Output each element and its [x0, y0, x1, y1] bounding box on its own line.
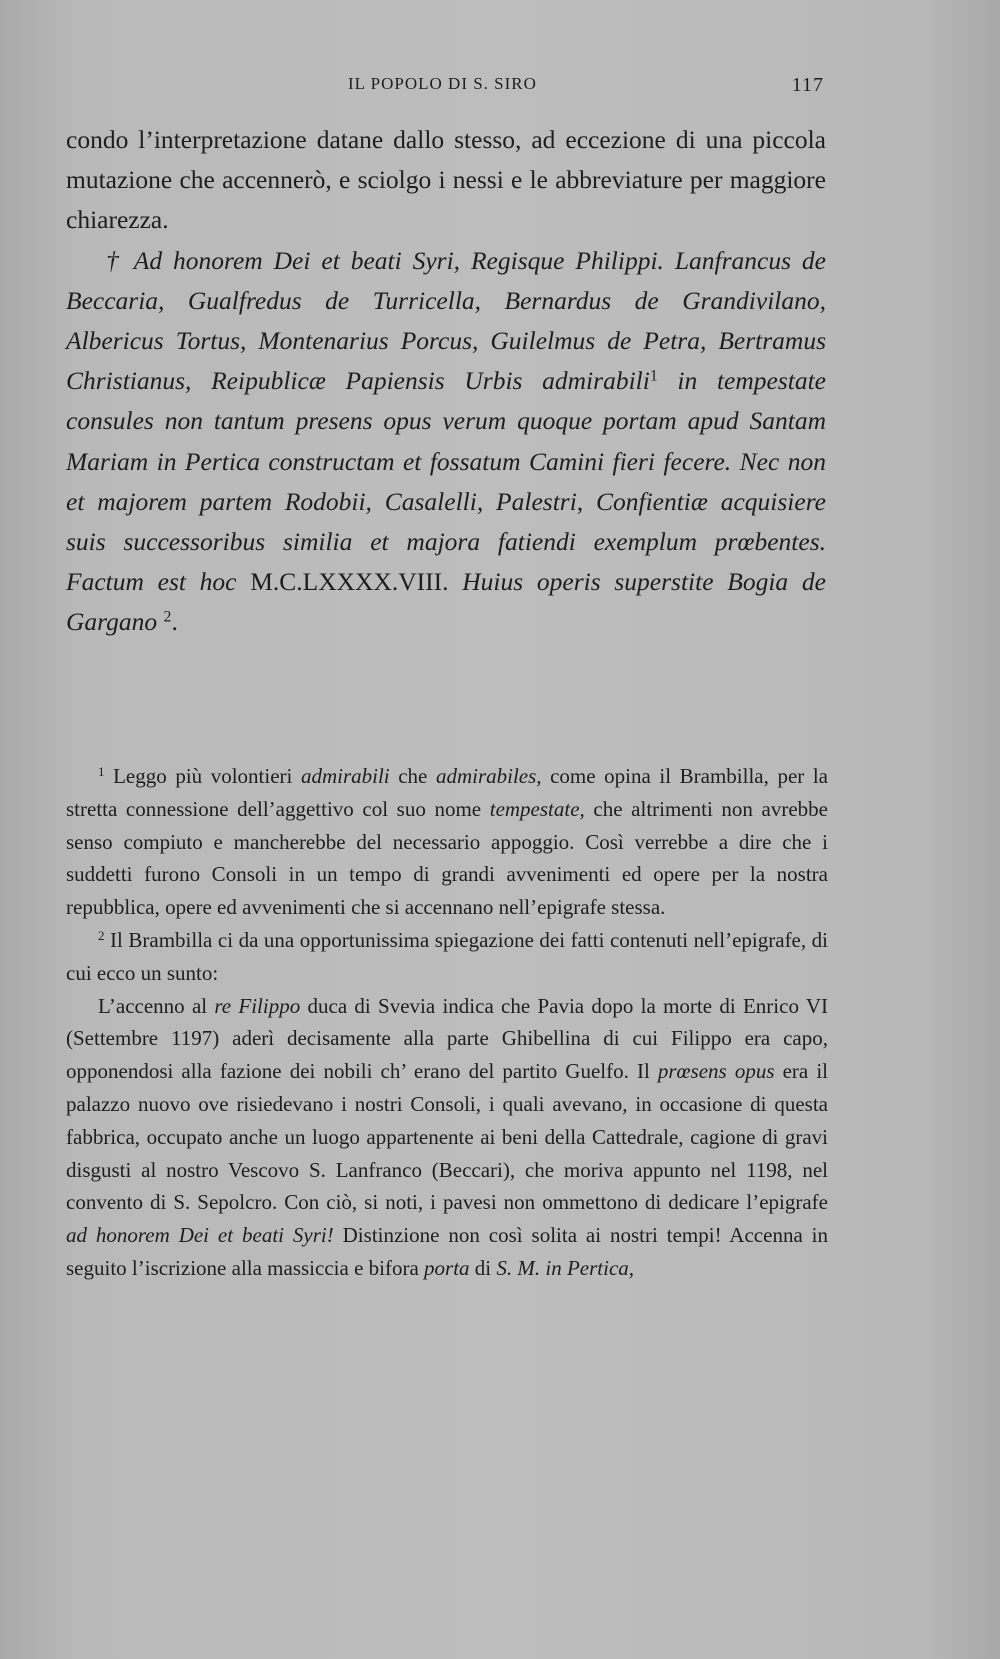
- fn2-text-c: era il palazzo nuovo ove risiedevano i nostri Consoli, i quali avevano, in occasione di questa fabbrica, occupato anche un luogo appartenente ai beni della Cattedrale, cagione di gravi disgusti al nostro Vescovo S. Lanfranco (Beccari), che moriva appunto nel 1198, nel convento di S. Sepolcro. Con ciò, si noti, i pavesi non ommettono di dedicare l’epigrafe: [66, 1059, 828, 1215]
- inscription-text-a: † Ad honorem Dei et beati Syri, Regisque Philippi. Lanfrancus de Beccaria, Gualfredus de Turricella, Bernardus de Grandivilano, Albericus Tortus, Montenarius Porcus, Guilelmus de Petra, Bertramus Christianus, Reipublicæ Papiensis Urbis admirabili: [66, 245, 826, 396]
- fn2-text-d: Distinzione non così solita ai nostri tempi! Accenna in seguito l’iscrizione alla massiccia e bifora: [66, 1223, 829, 1280]
- running-title: IL POPOLO DI S. SIRO: [348, 74, 537, 93]
- footnote-1: [66, 760, 828, 924]
- fn2-term-porta: porta: [424, 1255, 470, 1280]
- fn2-term-ad: ad honorem Dei et beati Syri!: [66, 1223, 334, 1248]
- fn2-text-e: di: [469, 1255, 497, 1280]
- footnote-ref-1: 1: [649, 367, 658, 385]
- footnotes: [66, 760, 828, 1285]
- fn2-text-b: duca di Svevia indica che Pavia dopo la morte di Enrico VI (Settembre 1197) aderì decisamente alla parte Ghibellina di cui Filippo era capo, opponendosi alla fazione dei nobili ch’ erano del partito Guelfo. Il: [66, 993, 828, 1084]
- inscription-text-c: Huius operis superstite Bogia de Gargano: [66, 567, 826, 637]
- footnote-ref-2: 2: [163, 608, 172, 626]
- inscription-paragraph: [66, 241, 826, 643]
- fn2-term-praesens: prœsens opus: [657, 1059, 775, 1084]
- fn2-term-sm: S. M. in Pertica,: [496, 1255, 635, 1280]
- footnote-2-continued: [66, 990, 828, 1285]
- footnote-1-term-a: admirabili: [300, 764, 390, 788]
- footnote-1-text-b: che: [389, 764, 436, 788]
- inscription-end: .: [171, 607, 178, 637]
- footnote-2: [66, 924, 828, 990]
- footnote-1-mark: 1: [98, 763, 105, 779]
- inscription-date: M.C.LXXXX.VIII.: [250, 567, 449, 597]
- footnote-1-term-c: tempestate,: [489, 796, 585, 821]
- footnote-1-text-a: Leggo più volontieri: [104, 764, 301, 788]
- footnote-2-text: Il Brambilla ci da una opportunissima spiegazione dei fatti contenuti nell’epigrafe, di cui ecco un sunto:: [66, 927, 828, 985]
- inscription-text-b: in tempestate consules non tantum presens opus verum quoque portam apud Santam Mariam in Pertica constructam et fossatum Camini fieri fecere. Nec non et majorem partem Rodobii, Casalelli, Palestri, Confientiæ acquisiere suis successoribus similia et majora fatiendi exemplum prœbentes. Factum est hoc: [66, 366, 826, 597]
- intro-paragraph: condo l’interpretazione datane dallo stesso, ad eccezione di una piccola mutazione che accennerò, e sciolgo i nessi e le abbreviature per maggiore chiarezza.: [66, 125, 826, 235]
- fn2-text-a: L’accenno al: [98, 993, 215, 1018]
- footnote-1-term-b: admirabiles,: [435, 764, 542, 788]
- footnote-1-text-d: che altrimenti non avrebbe senso compiuto e mancherebbe del necessario appoggio. Così verrebbe a dire che i suddetti furono Consoli in un tempo di grandi avvenimenti ed opere per la nostra repubblica, opere ed avvenimenti che si accennano nell’epigrafe stessa.: [66, 796, 828, 920]
- fn2-term-re: re Filippo: [214, 993, 301, 1018]
- footnote-1-text-c: come opina il Brambilla, per la stretta connessione dell’aggettivo col suo nome: [66, 764, 828, 821]
- main-text: [66, 120, 826, 643]
- page-number: 117: [791, 74, 824, 96]
- footnote-2-mark: 2: [98, 927, 105, 943]
